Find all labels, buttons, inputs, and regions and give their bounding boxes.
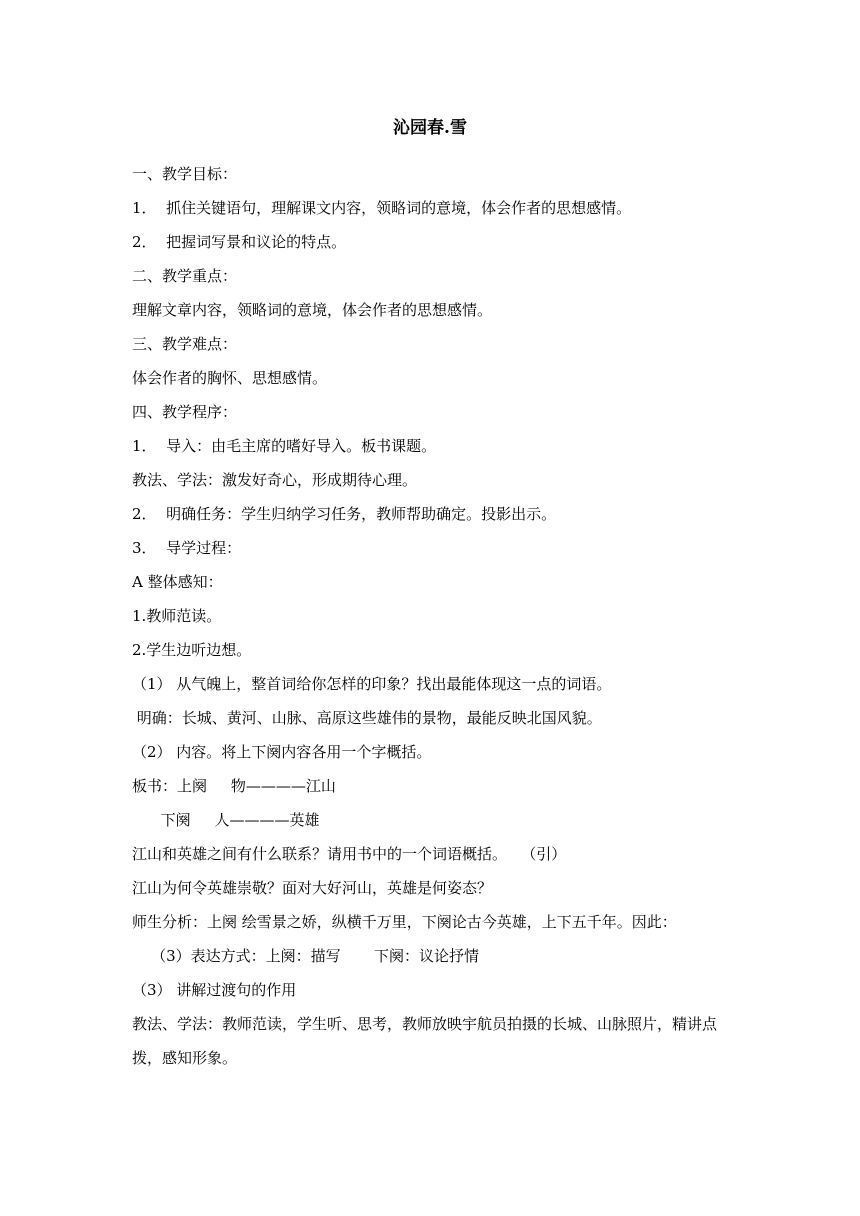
expression-method: （3）表达方式：上阕：描写 下阕：议论抒情 [132, 947, 479, 965]
blackboard-line-1: 板书：上阕 物————江山 [132, 777, 336, 795]
blackboard-line-2: 下阕 人————英雄 [132, 811, 320, 829]
discussion-question-1: 江山和英雄之间有什么联系？请用书中的一个词语概括。 （引） [132, 845, 567, 863]
analysis-paragraph: 师生分析：上阕 绘雪景之娇，纵横千万里，下阕论古今英雄，上下五千年。因此： [132, 913, 677, 931]
difficulties-text: 体会作者的胸怀、思想感情。 [132, 369, 328, 387]
section-heading-difficulties: 三、教学难点： [132, 335, 238, 353]
question-1: （1） 从气魄上，整首词给你怎样的印象？找出最能体现这一点的词语。 [132, 675, 612, 693]
answer-1: 明确：长城、黄河、山脉、高原这些雄伟的景物，最能反映北国风貌。 [132, 709, 602, 727]
section-heading-procedure: 四、教学程序： [132, 403, 238, 421]
procedure-step-1: 1． 导入：由毛主席的嗜好导入。板书课题。 [132, 437, 437, 455]
section-heading-objectives: 一、教学目标： [132, 165, 238, 183]
list-item-teacher-reading: 1.教师范读。 [132, 607, 222, 625]
subsection-a: A 整体感知： [132, 573, 223, 591]
list-item-student-listening: 2.学生边听边想。 [132, 641, 252, 659]
section-heading-key-points: 二、教学重点： [132, 267, 238, 285]
document-title: 沁园春.雪 [393, 118, 467, 138]
objective-item-2: 2． 把握词写景和议论的特点。 [132, 233, 347, 251]
question-2: （2） 内容。将上下阕内容各用一个字概括。 [132, 743, 432, 761]
objective-item-1: 1． 抓住关键语句，理解课文内容，领略词的意境，体会作者的思想感情。 [132, 199, 632, 217]
transition-sentence-item: （3） 讲解过渡句的作用 [132, 981, 297, 999]
document-body [132, 157, 740, 1075]
procedure-step-2: 2． 明确任务：学生归纳学习任务，教师帮助确定。投影出示。 [132, 505, 557, 523]
key-points-text: 理解文章内容，领略词的意境，体会作者的思想感情。 [132, 301, 493, 319]
procedure-step-3: 3． 导学过程： [132, 539, 242, 557]
discussion-question-2: 江山为何令英雄崇敬？面对大好河山，英雄是何姿态？ [132, 879, 493, 897]
method-note-1: 教法、学法：激发好奇心，形成期待心理。 [132, 471, 418, 489]
method-note-2: 教法、学法：教师范读，学生听、思考，教师放映宇航员拍摄的长城、山脉照片，精讲点拨，感知形象。 [132, 1015, 718, 1067]
